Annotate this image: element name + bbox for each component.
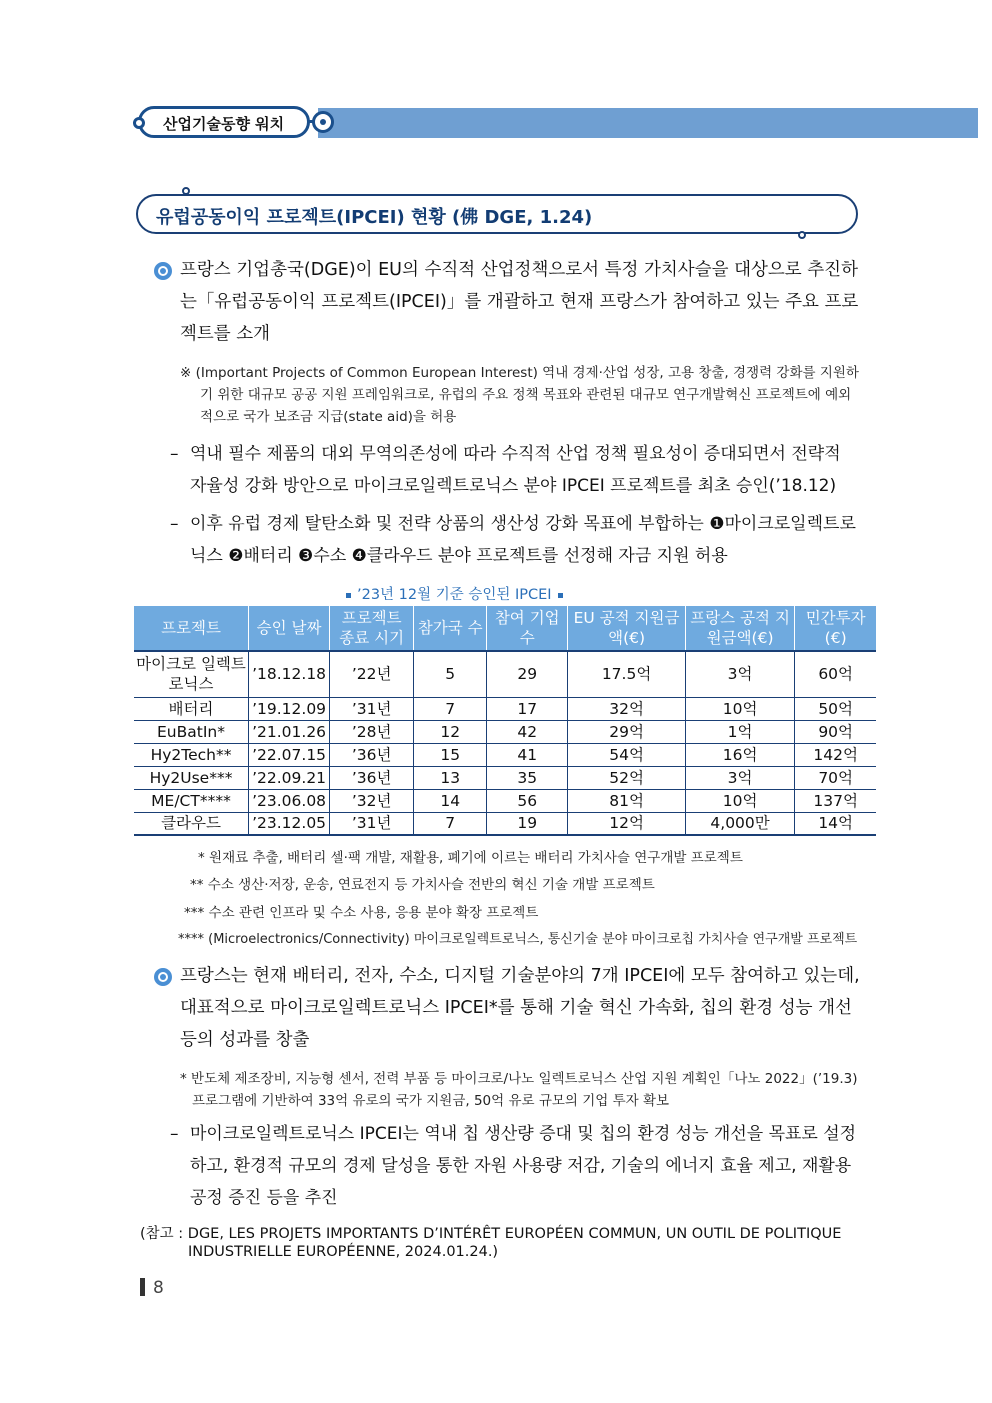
table-cell: ’23.12.05 [249,812,330,835]
table-cell: 60억 [795,651,876,697]
table-cell: 배터리 [134,697,249,720]
table-cell: 14 [414,789,487,812]
table-caption [340,583,569,604]
table-header-row [134,606,876,651]
section1-dash2 [170,508,860,572]
page-number [140,1278,164,1298]
table-cell: ’18.12.18 [249,651,330,697]
table-cell: ’22년 [330,651,414,697]
table-cell: 클라우드 [134,812,249,835]
table-cell: 16억 [685,743,794,766]
page-bar-icon [140,1278,145,1296]
section2-text: 프랑스는 현재 배터리, 전자, 수소, 디지털 기술분야의 7개 IPCEI에 모두 참여하고 있는데, 대표적으로 마이크로일렉트로닉스 IPCEI*를 통해 기술 혁신 가속화, 칩의 환경 성능 개선 등의 성과를 창출 [180,966,860,1050]
dash-mark: – [170,514,179,534]
table-cell: 42 [487,720,568,743]
table-cell: ’31년 [330,697,414,720]
dash-mark: – [170,1124,179,1144]
table-cell: ’36년 [330,766,414,789]
table-cell: 마이크로 일렉트로닉스 [134,651,249,697]
table-cell: 7 [414,697,487,720]
section2-dash1-text: 마이크로일렉트로닉스 IPCEI는 역내 칩 생산량 증대 및 칩의 환경 성능 개선을 목표로 설정하고, 환경적 규모의 경제 달성을 통한 자원 사용량 저감, 기술의 에너지 효율 제고, 재활용 공정 증진 등을 추진 [190,1124,857,1208]
table-cell: 1억 [685,720,794,743]
table-cell: 54억 [568,743,686,766]
table-cell: 56 [487,789,568,812]
header-band [318,108,978,138]
col-header: 프랑스 공적 지원금액(€) [685,606,794,651]
table-cell: 3억 [685,651,794,697]
table-row [134,720,876,743]
table-cell: 52억 [568,766,686,789]
table-cell: 32억 [568,697,686,720]
caption-square-icon [346,593,351,598]
table-cell: ’19.12.09 [249,697,330,720]
table-cell: 3억 [685,766,794,789]
table-cell: ’22.09.21 [249,766,330,789]
table-cell: 13 [414,766,487,789]
table-row [134,651,876,697]
table-cell: ’32년 [330,789,414,812]
table-cell: 137억 [795,789,876,812]
col-header: 민간투자 (€) [795,606,876,651]
table-cell: 50억 [795,697,876,720]
table-cell: ’36년 [330,743,414,766]
dash1-text: 역내 필수 제품의 대외 무역의존성에 따라 수직적 산업 정책 필요성이 증대되면서 전략적 자율성 강화 방안으로 마이크로일렉트로닉스 분야 IPCEI 프로젝트를 최초 승인(’18.12) [190,444,841,496]
table-row [134,812,876,835]
section1-note: ※ (Important Projects of Common European Interest) 역내 경제·산업 성장, 고용 창출, 경쟁력 강화를 지원하기 위한 대규모 공공 지원 프레임워크로, 유럽의 주요 정책 목표와 관련된 대규모 연구개발혁신 프로젝트에 예외적으로 국가 보조금 지급(state aid)을 허용 [180,365,859,425]
col-header: 프로젝트 [134,606,249,651]
header-label-pill [138,106,310,138]
table-cell: 29 [487,651,568,697]
section-title: 유럽공동이익 프로젝트(IPCEI) 현황 (佛 DGE, 1.24) [156,207,593,228]
table-cell: ’31년 [330,812,414,835]
table-cell: 41 [487,743,568,766]
col-header: 승인 날짜 [249,606,330,651]
table-cell: 15 [414,743,487,766]
header-circle-icon [312,111,334,133]
table-cell: 12억 [568,812,686,835]
col-header: 참가국 수 [414,606,487,651]
table-cell: 4,000만 [685,812,794,835]
section2-note: * 반도체 제조장비, 지능형 센서, 전력 부품 등 마이크로/나노 일렉트로닉스 산업 지원 계획인「나노 2022」(’19.3) 프로그램에 기반하여 33억 유로의 국가 지원금, 50억 유로 규모의 기업 투자 확보 [180,1071,858,1109]
table-cell: Hy2Tech** [134,743,249,766]
col-header: 프로젝트 종료 시기 [330,606,414,651]
table-cell: 17.5억 [568,651,686,697]
section-title-box [136,194,858,234]
table-row [134,697,876,720]
table-cell: 14억 [795,812,876,835]
table-cell: 17 [487,697,568,720]
col-header: 참여 기업 수 [487,606,568,651]
table-row [134,789,876,812]
table-cell: 10억 [685,789,794,812]
table-cell: ’23.06.08 [249,789,330,812]
caption-square-icon [558,593,563,598]
title-dot-icon [798,231,806,239]
table-cell: 10억 [685,697,794,720]
table-cell: 19 [487,812,568,835]
table-cell: EuBatIn* [134,720,249,743]
pill-dot-icon [133,117,145,129]
reference-text: (참고 : DGE, LES PROJETS IMPORTANTS D’INTÉRÊT EUROPÉEN COMMUN, UN OUTIL DE POLITIQUE INDUSTRIELLE EUROPÉENNE, 2024.01.24.) [140,1226,842,1260]
dash-mark: – [170,444,179,464]
page-number-text: 8 [153,1278,164,1298]
table-cell: ’28년 [330,720,414,743]
dash2-text: 이후 유럽 경제 탈탄소화 및 전략 상품의 생산성 강화 목표에 부합하는 ❶마이크로일렉트로닉스 ❷배터리 ❸수소 ❹클라우드 분야 프로젝트를 선정해 자금 지원 허용 [190,514,856,566]
header-label: 산업기술동향 워치 [163,115,285,133]
table-footnote: * 원재료 추출, 배터리 셀·팩 개발, 재활용, 폐기에 이르는 배터리 가치사슬 연구개발 프로젝트 [198,850,743,866]
table-cell: 7 [414,812,487,835]
table-cell: 142억 [795,743,876,766]
table-row [134,766,876,789]
section1-dash1 [170,438,860,502]
table-cell: ME/CT**** [134,789,249,812]
table-row [134,743,876,766]
section2-dash1 [170,1118,860,1214]
circle-bullet-icon [154,968,172,986]
table-cell: Hy2Use*** [134,766,249,789]
table-cell: ’22.07.15 [249,743,330,766]
ipcei-table [134,606,876,836]
circle-bullet-icon [154,262,172,280]
table-cell: ’21.01.26 [249,720,330,743]
table-footnote: *** 수소 관련 인프라 및 수소 사용, 응용 분야 확장 프로젝트 [184,905,539,921]
table-cell: 12 [414,720,487,743]
table-cell: 90억 [795,720,876,743]
table-cell: 35 [487,766,568,789]
title-dot-icon [182,187,190,195]
table-cell: 5 [414,651,487,697]
table-footnote: ** 수소 생산·저장, 운송, 연료전지 등 가치사슬 전반의 혁신 기술 개발 프로젝트 [190,877,655,893]
table-cell: 81억 [568,789,686,812]
col-header: EU 공적 지원금액(€) [568,606,686,651]
table-footnote: **** (Microelectronics/Connectivity) 마이크로일렉트로닉스, 통신기술 분야 마이크로칩 가치사슬 연구개발 프로젝트 [178,932,858,947]
table-cell: 70억 [795,766,876,789]
table-cell: 29억 [568,720,686,743]
section1-text: 프랑스 기업총국(DGE)이 EU의 수직적 산업정책으로서 특정 가치사슬을 대상으로 추진하는「유럽공동이익 프로젝트(IPCEI)」를 개괄하고 현재 프랑스가 참여하고 있는 주요 프로젝트를 소개 [180,260,859,344]
caption-text: ’23년 12월 기준 승인된 IPCEI [357,587,552,603]
